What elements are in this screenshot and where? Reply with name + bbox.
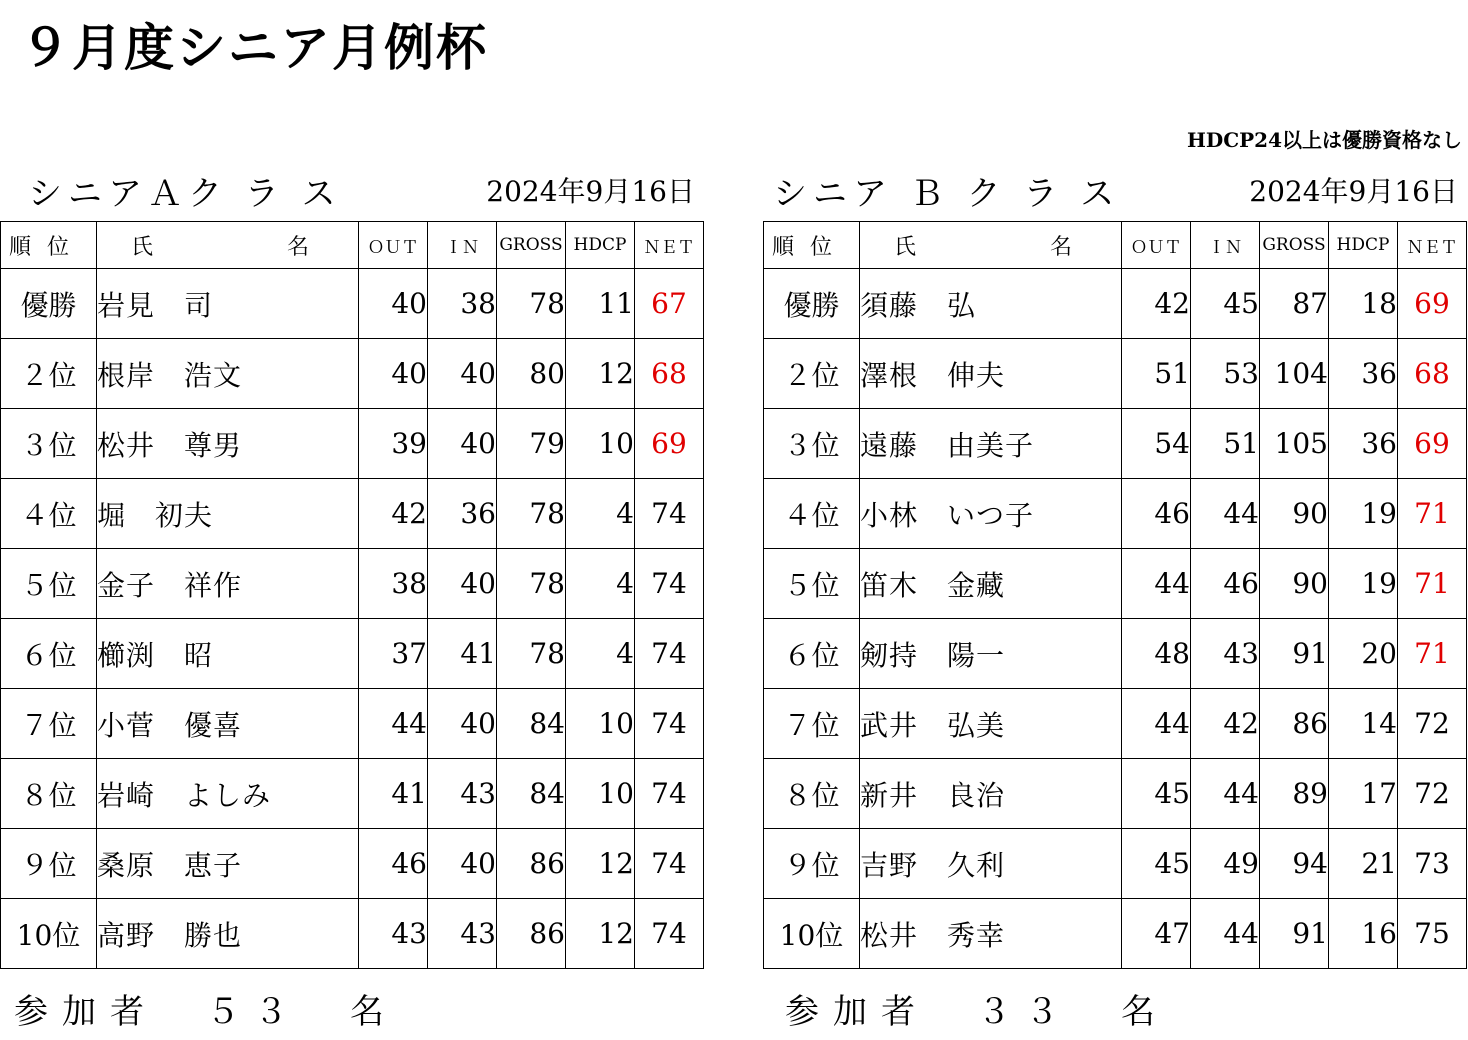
- gross-cell: 89: [1260, 759, 1329, 829]
- name-cell: 金子 祥作: [97, 549, 359, 619]
- in-cell: 42: [1191, 689, 1260, 759]
- net-cell: 74: [635, 479, 704, 549]
- table-row: [764, 269, 1467, 339]
- out-cell: 44: [359, 689, 428, 759]
- net-cell: 67: [635, 269, 704, 339]
- table-row: [764, 479, 1467, 549]
- net-cell: 71: [1398, 479, 1467, 549]
- in-cell: 51: [1191, 409, 1260, 479]
- net-cell: 68: [1398, 339, 1467, 409]
- name-cell: 櫛渕 昭: [97, 619, 359, 689]
- net-cell: 74: [635, 549, 704, 619]
- out-cell: 43: [359, 899, 428, 969]
- participant-count: 参加者 ３３ 名: [785, 992, 1169, 1032]
- rank-cell: 優勝: [1, 269, 97, 339]
- results-body: [764, 269, 1467, 969]
- table-row: [764, 549, 1467, 619]
- out-cell: 54: [1122, 409, 1191, 479]
- gross-cell: 91: [1260, 619, 1329, 689]
- net-cell: 69: [1398, 409, 1467, 479]
- out-cell: 48: [1122, 619, 1191, 689]
- out-cell: 38: [359, 549, 428, 619]
- out-cell: 51: [1122, 339, 1191, 409]
- rank-cell: 10位: [764, 899, 860, 969]
- net-cell: 74: [635, 899, 704, 969]
- net-cell: 74: [635, 689, 704, 759]
- rank-cell: ３位: [1, 409, 97, 479]
- gross-cell: 79: [497, 409, 566, 479]
- hdcp-cell: 19: [1329, 549, 1398, 619]
- table-row: [1, 549, 704, 619]
- hdcp-header: HDCP: [1329, 222, 1398, 269]
- table-row: [1, 899, 704, 969]
- participant-count: 参加者 ５３ 名: [14, 992, 398, 1032]
- hdcp-cell: 10: [566, 759, 635, 829]
- name-header: 氏 名: [860, 222, 1122, 269]
- name-cell: 堀 初夫: [97, 479, 359, 549]
- rank-cell: ８位: [764, 759, 860, 829]
- rank-cell: ８位: [1, 759, 97, 829]
- hdcp-cell: 14: [1329, 689, 1398, 759]
- in-cell: 40: [428, 689, 497, 759]
- net-cell: 68: [635, 339, 704, 409]
- net-cell: 73: [1398, 829, 1467, 899]
- table-row: [1, 339, 704, 409]
- rank-cell: ９位: [1, 829, 97, 899]
- class-title: シニア Ｂ ク ラ ス: [773, 174, 1121, 214]
- in-cell: 53: [1191, 339, 1260, 409]
- name-cell: 岩見 司: [97, 269, 359, 339]
- net-header: ＮＥＴ: [635, 222, 704, 269]
- table-row: [1, 269, 704, 339]
- in-cell: 45: [1191, 269, 1260, 339]
- out-cell: 46: [359, 829, 428, 899]
- hdcp-cell: 11: [566, 269, 635, 339]
- gross-cell: 78: [497, 619, 566, 689]
- out-cell: 45: [1122, 759, 1191, 829]
- hdcp-cell: 12: [566, 339, 635, 409]
- rank-cell: ２位: [1, 339, 97, 409]
- net-cell: 74: [635, 829, 704, 899]
- out-header: ＯＵＴ: [1122, 222, 1191, 269]
- name-cell: 吉野 久利: [860, 829, 1122, 899]
- net-cell: 74: [635, 759, 704, 829]
- header-row: [1, 222, 704, 269]
- name-cell: 岩崎 よしみ: [97, 759, 359, 829]
- gross-cell: 78: [497, 269, 566, 339]
- out-cell: 45: [1122, 829, 1191, 899]
- in-cell: 40: [428, 409, 497, 479]
- hdcp-cell: 10: [566, 409, 635, 479]
- hdcp-cell: 18: [1329, 269, 1398, 339]
- out-cell: 40: [359, 339, 428, 409]
- name-cell: 桑原 恵子: [97, 829, 359, 899]
- table-row: [1, 619, 704, 689]
- gross-cell: 86: [497, 829, 566, 899]
- table-row: [1, 689, 704, 759]
- gross-header: GROSS: [1260, 222, 1329, 269]
- hdcp-header: HDCP: [566, 222, 635, 269]
- in-cell: 43: [428, 759, 497, 829]
- gross-header: GROSS: [497, 222, 566, 269]
- out-header: ＯＵＴ: [359, 222, 428, 269]
- in-cell: 43: [1191, 619, 1260, 689]
- header-row: [764, 222, 1467, 269]
- name-cell: 高野 勝也: [97, 899, 359, 969]
- in-cell: 44: [1191, 759, 1260, 829]
- table-row: [764, 899, 1467, 969]
- rank-cell: 10位: [1, 899, 97, 969]
- gross-cell: 78: [497, 549, 566, 619]
- in-cell: 44: [1191, 479, 1260, 549]
- name-cell: 松井 尊男: [97, 409, 359, 479]
- gross-cell: 90: [1260, 479, 1329, 549]
- gross-cell: 84: [497, 689, 566, 759]
- name-cell: 根岸 浩文: [97, 339, 359, 409]
- out-cell: 37: [359, 619, 428, 689]
- eligibility-note: HDCP24以上は優勝資格なし: [1186, 128, 1462, 152]
- net-cell: 75: [1398, 899, 1467, 969]
- gross-cell: 86: [497, 899, 566, 969]
- net-cell: 69: [1398, 269, 1467, 339]
- rank-cell: ３位: [764, 409, 860, 479]
- in-header: ＩＮ: [1191, 222, 1260, 269]
- in-header: ＩＮ: [428, 222, 497, 269]
- table-row: [764, 339, 1467, 409]
- out-cell: 42: [359, 479, 428, 549]
- name-cell: 小林 いつ子: [860, 479, 1122, 549]
- rank-cell: ２位: [764, 339, 860, 409]
- hdcp-cell: 20: [1329, 619, 1398, 689]
- in-cell: 40: [428, 339, 497, 409]
- class-date: 2024年9月16日: [486, 175, 695, 208]
- in-cell: 43: [428, 899, 497, 969]
- rank-header: 順位: [1, 222, 97, 269]
- name-cell: 遠藤 由美子: [860, 409, 1122, 479]
- net-cell: 71: [1398, 619, 1467, 689]
- rank-cell: ４位: [764, 479, 860, 549]
- hdcp-cell: 36: [1329, 339, 1398, 409]
- out-cell: 40: [359, 269, 428, 339]
- rank-cell: ９位: [764, 829, 860, 899]
- results-body: [1, 269, 704, 969]
- gross-cell: 80: [497, 339, 566, 409]
- table-row: [764, 619, 1467, 689]
- hdcp-cell: 19: [1329, 479, 1398, 549]
- name-header: 氏 名: [97, 222, 359, 269]
- gross-cell: 105: [1260, 409, 1329, 479]
- hdcp-cell: 21: [1329, 829, 1398, 899]
- hdcp-cell: 36: [1329, 409, 1398, 479]
- in-cell: 44: [1191, 899, 1260, 969]
- in-cell: 38: [428, 269, 497, 339]
- rank-cell: 優勝: [764, 269, 860, 339]
- net-header: ＮＥＴ: [1398, 222, 1467, 269]
- hdcp-cell: 12: [566, 829, 635, 899]
- table-row: [764, 409, 1467, 479]
- rank-cell: ７位: [1, 689, 97, 759]
- in-cell: 40: [428, 549, 497, 619]
- gross-cell: 104: [1260, 339, 1329, 409]
- class-b-panel: [763, 166, 1468, 1040]
- class-date: 2024年9月16日: [1249, 175, 1458, 208]
- out-cell: 41: [359, 759, 428, 829]
- rank-cell: ５位: [1, 549, 97, 619]
- name-cell: 須藤 弘: [860, 269, 1122, 339]
- rank-cell: ５位: [764, 549, 860, 619]
- rank-header: 順位: [764, 222, 860, 269]
- gross-cell: 84: [497, 759, 566, 829]
- net-cell: 71: [1398, 549, 1467, 619]
- table-row: [1, 409, 704, 479]
- name-cell: 武井 弘美: [860, 689, 1122, 759]
- rank-cell: ７位: [764, 689, 860, 759]
- in-cell: 40: [428, 829, 497, 899]
- net-cell: 74: [635, 619, 704, 689]
- in-cell: 36: [428, 479, 497, 549]
- hdcp-cell: 16: [1329, 899, 1398, 969]
- class-title: シニアＡク ラ ス: [28, 174, 342, 214]
- table-row: [764, 829, 1467, 899]
- name-cell: 笛木 金藏: [860, 549, 1122, 619]
- table-row: [764, 689, 1467, 759]
- net-cell: 72: [1398, 759, 1467, 829]
- out-cell: 39: [359, 409, 428, 479]
- name-cell: 小菅 優喜: [97, 689, 359, 759]
- hdcp-cell: 17: [1329, 759, 1398, 829]
- table-row: [1, 479, 704, 549]
- gross-cell: 87: [1260, 269, 1329, 339]
- name-cell: 澤根 伸夫: [860, 339, 1122, 409]
- out-cell: 47: [1122, 899, 1191, 969]
- gross-cell: 94: [1260, 829, 1329, 899]
- net-cell: 72: [1398, 689, 1467, 759]
- class-a-panel: [0, 166, 705, 1040]
- hdcp-cell: 4: [566, 549, 635, 619]
- table-row: [1, 829, 704, 899]
- hdcp-cell: 4: [566, 479, 635, 549]
- out-cell: 44: [1122, 549, 1191, 619]
- results-table-a: [0, 221, 704, 969]
- hdcp-cell: 12: [566, 899, 635, 969]
- gross-cell: 86: [1260, 689, 1329, 759]
- rank-cell: ６位: [1, 619, 97, 689]
- table-row: [764, 759, 1467, 829]
- out-cell: 44: [1122, 689, 1191, 759]
- name-cell: 剱持 陽一: [860, 619, 1122, 689]
- hdcp-cell: 4: [566, 619, 635, 689]
- name-cell: 新井 良治: [860, 759, 1122, 829]
- page-title: ９月度シニア月例杯: [20, 18, 488, 77]
- in-cell: 46: [1191, 549, 1260, 619]
- rank-cell: ６位: [764, 619, 860, 689]
- in-cell: 41: [428, 619, 497, 689]
- results-table-b: [763, 221, 1467, 969]
- net-cell: 69: [635, 409, 704, 479]
- gross-cell: 90: [1260, 549, 1329, 619]
- out-cell: 42: [1122, 269, 1191, 339]
- gross-cell: 91: [1260, 899, 1329, 969]
- rank-cell: ４位: [1, 479, 97, 549]
- gross-cell: 78: [497, 479, 566, 549]
- hdcp-cell: 10: [566, 689, 635, 759]
- in-cell: 49: [1191, 829, 1260, 899]
- name-cell: 松井 秀幸: [860, 899, 1122, 969]
- out-cell: 46: [1122, 479, 1191, 549]
- table-row: [1, 759, 704, 829]
